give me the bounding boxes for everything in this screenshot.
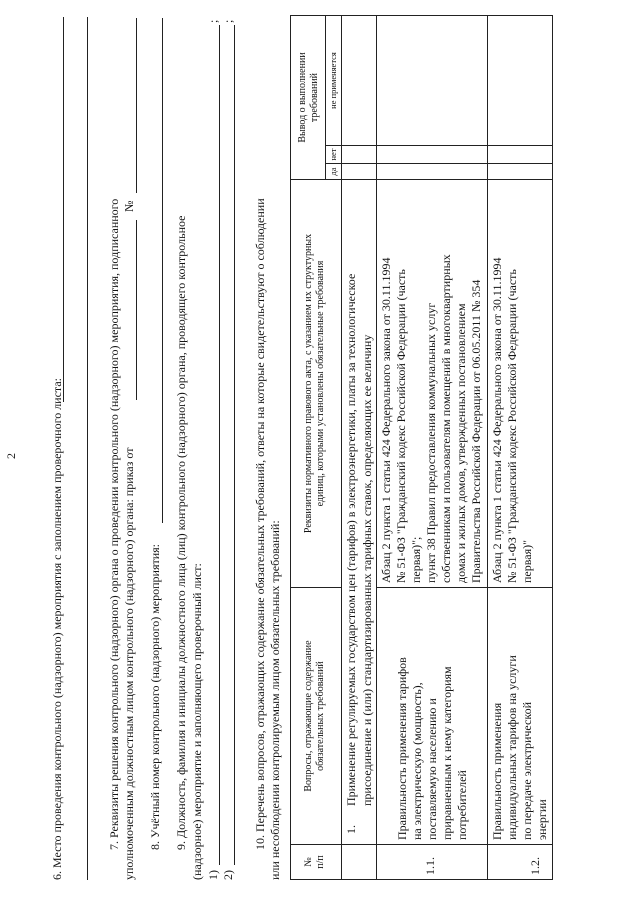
- section-num-cell: [341, 844, 377, 880]
- row-1-2-question-line: по передаче электрической: [520, 701, 534, 840]
- header-num-line1: №: [303, 857, 314, 867]
- header-requisites-line1: Реквизиты нормативного правового акта, с указанием их структурных: [303, 233, 314, 534]
- header-requisites-cell: [290, 179, 342, 588]
- header-no-cell: [325, 145, 342, 164]
- header-conclusion-cell: [290, 15, 326, 180]
- row-1-1-question-line: Правильность применения тарифов: [395, 657, 409, 840]
- header-conclusion-line2: требований: [309, 72, 320, 123]
- section-yes-cell[interactable]: [341, 163, 377, 180]
- section-number: 1.: [344, 825, 358, 834]
- row-1-2-question-line: Правильность применения: [490, 702, 504, 840]
- row-1-1-num-cell: [376, 844, 488, 880]
- row-1-1-question-line: поставляемую населению и: [425, 698, 439, 840]
- header-questions-cell: [290, 587, 342, 845]
- section-title-line1: Применение регулируемых государством цен (тарифов) в электроэнергетики, платы за технологическое: [344, 273, 358, 806]
- field8-input-line[interactable]: [162, 18, 163, 523]
- field7-date-line[interactable]: [136, 220, 137, 400]
- field8-label: 8. Учётный номер контрольного (надзорного) мероприятия:: [148, 543, 162, 850]
- row-1-2-number: 1.2.: [528, 857, 542, 875]
- row-1-2-yes-cell[interactable]: [487, 163, 553, 180]
- row-1-1-question-line: приравненным к нему категориям: [440, 666, 454, 840]
- row-1-1-yes-cell[interactable]: [376, 163, 488, 180]
- header-num-cell: [290, 844, 342, 880]
- section-title-line2: присоединение и (или) стандартизированных тарифных ставок, определяющих ее величину: [360, 334, 374, 806]
- row-1-2-requisite-line: Абзац 2 пункта 1 статьи 424 Федерального закона от 30.11.1994: [490, 257, 504, 583]
- row-1-2-question-line: индивидуальных тарифов на услуги: [505, 655, 519, 840]
- header-na-cell: [325, 15, 342, 146]
- page-number: 2: [4, 453, 18, 459]
- header-yes-cell: [325, 163, 342, 180]
- row-1-2-no-cell[interactable]: [487, 145, 553, 164]
- field6-input-line[interactable]: [63, 17, 64, 402]
- header-yes-label: да: [328, 167, 338, 176]
- field9-item2-sep: ;: [221, 19, 235, 23]
- field7-line1: 7. Реквизиты решения контрольного (надзорного) органа о проведении контрольного (надзорного) мероприятия, подписанного: [107, 198, 121, 850]
- row-1-1-requisite-line: Абзац 2 пункта 1 статьи 424 Федерального закона от 30.11.1994: [379, 257, 393, 583]
- field10-line1: 10. Перечень вопросов, отражающих содержание обязательных требований, ответы на которые свидетельствуют о соблюдении: [253, 198, 267, 850]
- field9-item2-line[interactable]: [234, 25, 235, 865]
- section-title-cell: [341, 179, 377, 845]
- section-na-cell[interactable]: [341, 15, 377, 146]
- header-questions-line1: Вопросы, отражающие содержание: [303, 640, 314, 792]
- row-1-1-requisite-line: № 51-ФЗ "Гражданский кодекс Российской Федерации (часть: [394, 269, 408, 583]
- row-1-1-no-cell[interactable]: [376, 145, 488, 164]
- field7-number-line[interactable]: [136, 18, 137, 193]
- row-1-1-requisites-cell: [376, 179, 488, 588]
- row-1-2-requisite-line: первая)": [520, 540, 534, 583]
- row-1-2-question-cell: [487, 587, 553, 845]
- section-no-cell[interactable]: [341, 145, 377, 164]
- field9-item1-sep: ;: [206, 19, 220, 23]
- field9-line2: (надзорное) мероприятие и заполняющего проверочный лист:: [190, 563, 204, 880]
- field6-label: 6. Место проведения контрольного (надзорного) мероприятия с заполнением проверочного листа:: [50, 378, 64, 880]
- row-1-1-requisite-line: первая)";: [409, 536, 423, 583]
- row-1-1-requisite-line: домах и жилых домов, утвержденных постановлением: [454, 303, 468, 583]
- row-1-2-na-cell[interactable]: [487, 15, 553, 146]
- row-1-2-num-cell: [487, 844, 553, 880]
- field9-item1-label: 1): [206, 870, 220, 880]
- row-1-1-na-cell[interactable]: [376, 15, 488, 146]
- row-1-1-requisite-line: собственникам и пользователям помещений в многоквартирных: [439, 254, 453, 583]
- row-1-1-requisite-line: Правительства Российской Федерации от 06.05.2011 № 354: [469, 279, 483, 583]
- field9-line1: 9. Должность, фамилия и инициалы должностного лица (лиц) контрольного (надзорного) органа, проводящего контрольное: [174, 215, 188, 850]
- field9-item1-line[interactable]: [219, 25, 220, 865]
- row-1-1-question-line: потребителей: [455, 770, 469, 840]
- header-requisites-line2: единиц, которыми установлены обязательные требования: [315, 260, 326, 507]
- header-no-label: нет: [328, 148, 338, 161]
- header-conclusion-line1: Вывод о выполнении: [297, 52, 308, 143]
- row-1-2-requisites-cell: [487, 179, 553, 588]
- header-questions-line2: обязательных требований: [315, 661, 326, 771]
- header-na-label: не применяется: [328, 52, 338, 109]
- row-1-2-question-line: энергии: [535, 799, 549, 840]
- field9-item2-label: 2): [221, 870, 235, 880]
- row-1-1-requisite-line: пункт 38 Правил предоставления коммунальных услуг: [424, 302, 438, 583]
- field10-line2: или несоблюдении контролируемым лицом обязательных требований:: [268, 520, 282, 880]
- field7-number-sign: №: [122, 200, 136, 212]
- field6-input-line-2[interactable]: [87, 17, 88, 880]
- header-num-line2: п/п: [315, 855, 326, 869]
- field7-line2: уполномоченным должностным лицом контрольного (надзорного) органа: приказ от: [122, 447, 136, 880]
- row-1-2-requisite-line: № 51-ФЗ "Гражданский кодекс Российской Федерации (часть: [505, 269, 519, 583]
- row-1-1-question-cell: [376, 587, 488, 845]
- row-1-1-number: 1.1.: [423, 857, 437, 875]
- row-1-1-question-line: на электрическую (мощность),: [410, 682, 424, 840]
